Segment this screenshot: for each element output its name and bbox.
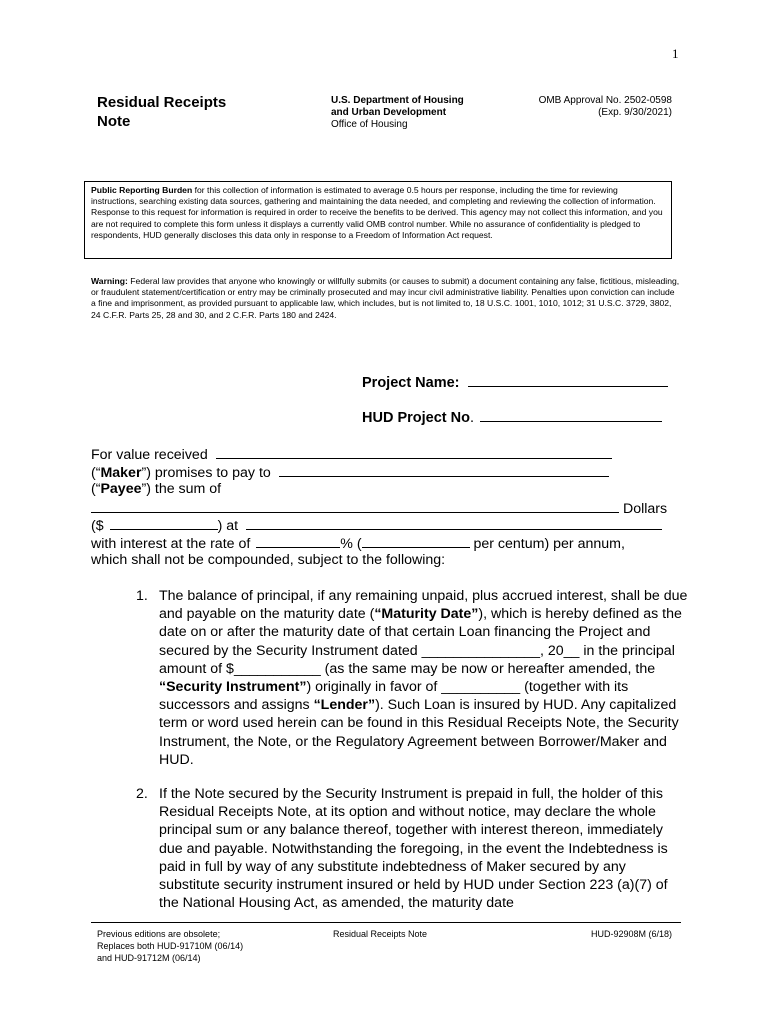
clause-1-part-3: , 20__ in the principal amount of $ (159, 642, 675, 677)
interest-line (91, 533, 625, 553)
principal-amount-field[interactable]: ___________ (233, 660, 321, 677)
burden-label: Public Reporting Burden (91, 185, 193, 195)
page-number: 1 (672, 46, 679, 61)
maker-promises-label: ”) promises to pay to (141, 465, 271, 481)
title-line-1: Residual Receipts (97, 94, 227, 111)
public-reporting-burden-box (84, 181, 672, 259)
footer-left-line-1: Previous editions are obsolete; (97, 929, 221, 939)
payee-term: Payee (100, 481, 142, 497)
clause-2-number: 2. (136, 786, 148, 802)
maker-line (91, 462, 609, 482)
clause-1-part-2: ), which is hereby defined as the date on or after the maturity date of that certain Loan financing the Project and secured by the Security Instrument dated (159, 606, 682, 659)
payee-line (91, 480, 221, 498)
interest-rate-label: with interest at the rate of (91, 536, 251, 552)
per-centum-label: per centum) per annum, (469, 536, 625, 552)
clause-1-part-6: (together with its successors and assigns (159, 679, 629, 714)
at-label: ) at (217, 518, 239, 534)
clause-2-text: If the Note secured by the Security Instrument is prepaid in full, the holder of this Residual Receipts Note, at its option and without notice, may declare the whole principal sum or any balance thereof, together with interest thereon, immediately due and payable. Notwithstanding the foregoing, in the event the Indebtedness is paid in full by way of any substitute indebtedness of Maker secured by any substitute security instrument insured or held by HUD under Section 223 (a)(7) of the National Housing Act, as amended, the maturity date (159, 786, 668, 912)
clause-1-number: 1. (136, 588, 148, 604)
dollars-label: Dollars (622, 501, 668, 517)
footer-rule (91, 922, 681, 923)
maturity-date-term: “Maturity Date” (374, 606, 479, 623)
maker-term: Maker (100, 465, 142, 481)
payment-location-field[interactable] (246, 515, 662, 530)
compounded-line: which shall not be compounded, subject to the following: (91, 552, 446, 568)
agency-line-3: Office of Housing (331, 119, 408, 130)
project-number-label: HUD Project No (362, 410, 470, 426)
agency-line-1: U.S. Department of Housing (331, 95, 464, 106)
warning-text: Federal law provides that anyone who knowingly or willfully submits (or causes to submit) a document containing any false, fictitious, misleading, or fraudulent statement/certification or entry may be criminally prosecuted and may incur civil administrative liability. Penalties upon conviction can include a fine and imprisonment, as provided pursuant to applicable law, which includes, but is not limited to, 18 U.S.C. 1001, 1010, 1012; 31 U.S.C. 3729, 3802, 24 C.F.R. Parts 25, 28 and 30, and 2 C.F.R. Parts 180 and 2424. (91, 276, 680, 320)
project-name-label: Project Name: (362, 375, 460, 391)
warning-label: Warning: (91, 276, 128, 286)
footer-left-line-3: and HUD-91712M (06/14) (97, 953, 201, 963)
clause-1-text (159, 587, 688, 769)
warning-statement (91, 276, 681, 321)
clause-1-part-5: ) originally in favor of (306, 679, 442, 696)
burden-text: for this collection of information is estimated to average 0.5 hours per response, including the time for reviewing instructions, searching existing data sources, gathering and maintaining the data needed, and completing and reviewing the collection of information. Response to this request for information is required in order to receive the benefits to be derived. This agency may not collect this information, and you are not required to complete this form unless it displays a currently valid OMB control number. While no assurance of confidentiality is pledged to respondents, HUD generally discloses this data only in response to a Freedom of Information Act request. (91, 185, 663, 240)
omb-number: OMB Approval No. 2502-0598 (538, 95, 672, 106)
clause-1-part-7: ). Such Loan is insured by HUD. Any capitalized term or word used herein can be found in this Residual Receipts Note, the Security Instrument, the Note, or the Regulatory Agreement between Borrower/Maker and HUD. (159, 697, 679, 768)
for-value-line (91, 444, 612, 464)
dollar-sign-label: ($ (91, 518, 104, 534)
for-value-label: For value received (91, 447, 208, 463)
agency-block (331, 95, 531, 131)
footer-editions-note (97, 928, 297, 964)
percent-label: % ( (340, 536, 362, 552)
title-line-2: Note (97, 113, 131, 130)
sum-in-words-field[interactable] (91, 498, 619, 513)
lender-name-field[interactable]: __________ (441, 679, 521, 696)
payee-open-quote: (“ (91, 481, 101, 497)
footer-left-line-2: Replaces both HUD-91710M (06/14) (97, 941, 244, 951)
security-instrument-date-field[interactable]: _______________ (421, 642, 540, 659)
footer-form-number: HUD-92908M (6/18) (590, 929, 672, 939)
clause-1-part-4: (as the same may be now or hereafter amended, the (320, 660, 656, 677)
for-value-received-field[interactable] (216, 444, 612, 459)
security-instrument-term: “Security Instrument” (159, 679, 307, 696)
hud-project-number-row (362, 407, 662, 426)
payee-name-field[interactable] (279, 462, 609, 477)
project-name-row (362, 372, 668, 391)
maker-open-quote: (“ (91, 465, 101, 481)
lender-term: “Lender” (313, 697, 376, 714)
omb-expiration: (Exp. 9/30/2021) (598, 107, 672, 118)
omb-approval (520, 95, 672, 119)
project-number-field[interactable] (480, 407, 662, 422)
footer-form-title: Residual Receipts Note (333, 929, 428, 939)
amount-line (91, 515, 662, 535)
dollar-amount-field[interactable] (110, 515, 218, 530)
project-name-field[interactable] (468, 372, 668, 387)
document-title (97, 93, 297, 131)
payee-sum-label: ”) the sum of (141, 481, 222, 497)
clause-1-part-1: The balance of principal, if any remaining unpaid, plus accrued interest, shall be due and payable on the maturity date ( (159, 588, 688, 623)
interest-rate-field[interactable] (256, 533, 340, 548)
clause-2 (136, 785, 688, 912)
clause-1 (136, 587, 688, 769)
project-number-dot: . (469, 410, 474, 426)
agency-line-2: and Urban Development (331, 107, 447, 118)
interest-rate-words-field[interactable] (362, 533, 470, 548)
